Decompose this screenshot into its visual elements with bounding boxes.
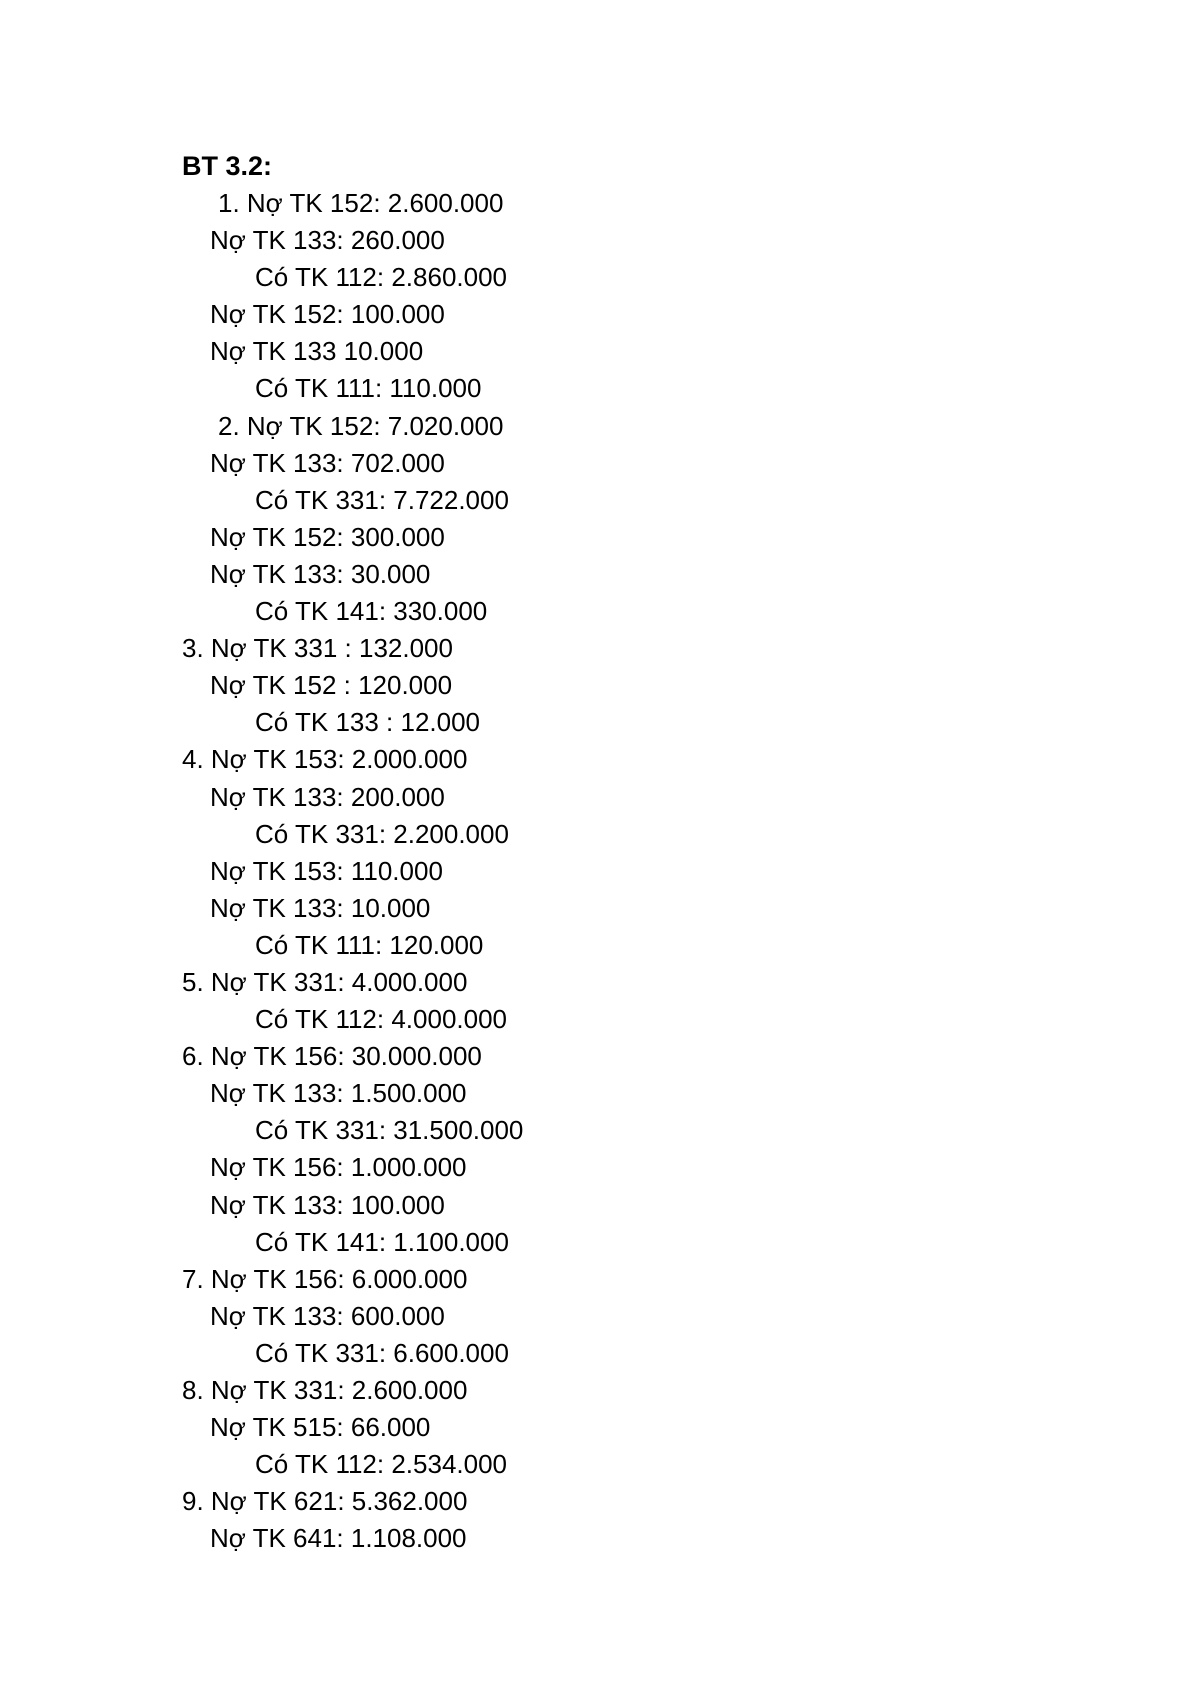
debit-line: Nợ TK 156: 1.000.000: [210, 1152, 467, 1183]
numbered-entry-line: 2. Nợ TK 152: 7.020.000: [218, 410, 504, 441]
credit-line: Có TK 133 : 12.000: [255, 707, 481, 738]
debit-line: Nợ TK 133: 200.000: [210, 781, 445, 812]
debit-line: Nợ TK 153: 110.000: [210, 855, 443, 886]
credit-line: Có TK 112: 2.860.000: [255, 262, 508, 293]
credit-line: Có TK 141: 330.000: [255, 596, 488, 627]
debit-line: Nợ TK 133: 10.000: [210, 892, 431, 923]
debit-line: Nợ TK 515: 66.000: [210, 1412, 431, 1443]
debit-line: Nợ TK 152: 300.000: [210, 521, 445, 552]
exercise-title: BT 3.2:: [182, 151, 273, 181]
credit-line: Có TK 112: 2.534.000: [255, 1449, 508, 1480]
journal-entries: [0, 185, 1200, 1557]
credit-line: Có TK 331: 2.200.000: [255, 818, 509, 849]
numbered-entry-line: 3. Nợ TK 331 : 132.000: [182, 633, 453, 664]
numbered-entry-line: 1. Nợ TK 152: 2.600.000: [218, 188, 504, 218]
numbered-entry-line: 4. Nợ TK 153: 2.000.000: [182, 744, 468, 775]
debit-line: Nợ TK 133: 600.000: [210, 1300, 445, 1331]
credit-line: Có TK 331: 6.600.000: [255, 1337, 509, 1368]
credit-line: Có TK 141: 1.100.000: [255, 1226, 509, 1257]
credit-line: Có TK 331: 7.722.000: [255, 484, 509, 515]
numbered-entry-line: 6. Nợ TK 156: 30.000.000: [182, 1041, 482, 1072]
credit-line: Có TK 111: 110.000: [255, 373, 482, 404]
debit-line: Nợ TK 133: 1.500.000: [210, 1078, 467, 1109]
debit-line: Nợ TK 133: 30.000: [210, 558, 431, 589]
numbered-entry-line: 5. Nợ TK 331: 4.000.000: [182, 966, 468, 997]
debit-line: Nợ TK 133 10.000: [210, 336, 424, 367]
debit-line: Nợ TK 152 : 120.000: [210, 670, 453, 701]
debit-line: Nợ TK 152: 100.000: [210, 299, 445, 330]
debit-line: Nợ TK 133: 100.000: [210, 1189, 445, 1220]
numbered-entry-line: 9. Nợ TK 621: 5.362.000: [182, 1486, 468, 1517]
debit-line: Nợ TK 133: 702.000: [210, 447, 445, 478]
debit-line: Nợ TK 641: 1.108.000: [210, 1523, 467, 1554]
credit-line: Có TK 112: 4.000.000: [255, 1004, 508, 1035]
credit-line: Có TK 331: 31.500.000: [255, 1115, 524, 1146]
credit-line: Có TK 111: 120.000: [255, 929, 484, 960]
debit-line: Nợ TK 133: 260.000: [210, 225, 445, 256]
numbered-entry-line: 7. Nợ TK 156: 6.000.000: [182, 1263, 468, 1294]
numbered-entry-line: 8. Nợ TK 331: 2.600.000: [182, 1375, 468, 1405]
